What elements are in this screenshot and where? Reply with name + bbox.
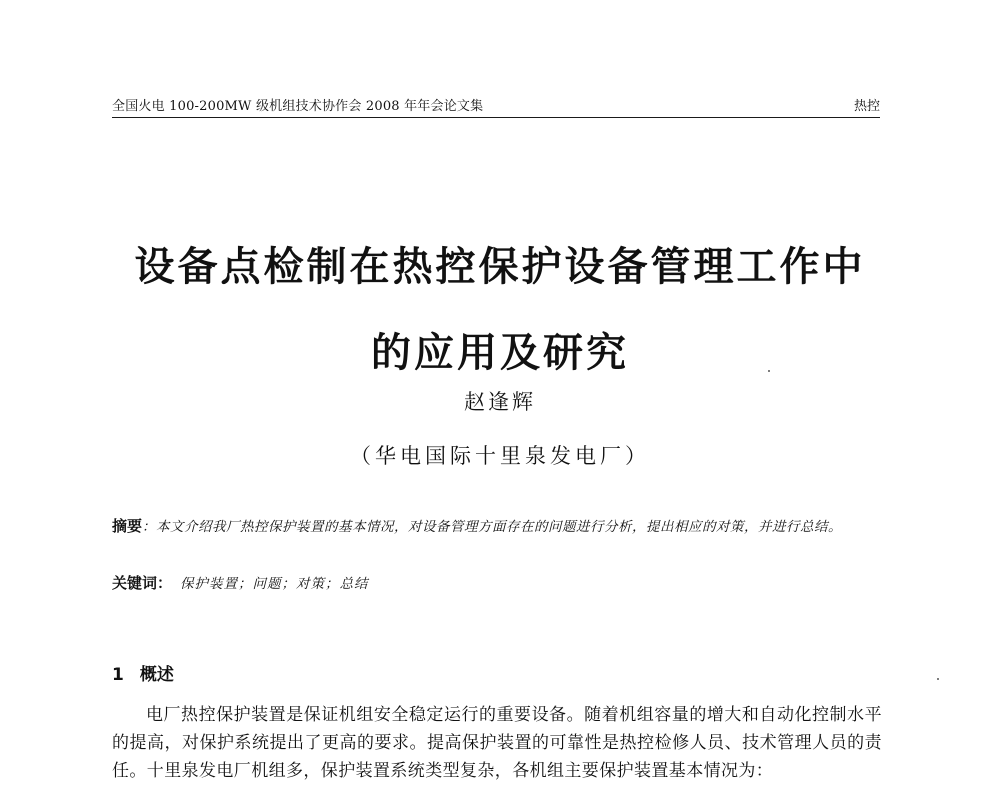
running-header-proceedings-title: 全国火电 100-200MW 级机组技术协作会 2008 年年会论文集 [112,99,484,114]
running-header [112,93,880,118]
body-paragraph: 电厂热控保护装置是保证机组安全稳定运行的重要设备。随着机组容量的增大和自动化控制水平的提高，对保护系统提出了更高的要求。提高保护装置的可靠性是热控检修人员、技术管理人员的责任。十里泉发电厂机组多，保护装置系统类型复杂，各机组主要保护装置基本情况为： [112,705,882,781]
scan-speck [937,678,939,680]
running-header-section: 热控 [853,99,880,114]
section-title: 概述 [139,665,174,686]
abstract-text: ：本文介绍我厂热控保护装置的基本情况，对设备管理方面存在的问题进行分析，提出相应的对策，并进行总结。 [142,519,843,535]
paper-title-line-1: 设备点检制在热控保护设备管理工作中 [134,243,866,290]
keywords-text: 保护装置；问题；对策；总结 [180,576,369,592]
author-name: 赵逢辉 [464,390,536,414]
paper-title-line-2: 的应用及研究 [371,329,629,376]
scan-speck [768,370,770,372]
keywords [112,572,882,593]
section-number: 1 [112,665,124,686]
author-affiliation: （华电国际十里泉发电厂） [350,444,650,468]
keywords-label: 关键词： [112,574,173,592]
abstract-label: 摘要 [112,517,143,535]
section-heading [112,660,174,685]
abstract [112,514,882,540]
